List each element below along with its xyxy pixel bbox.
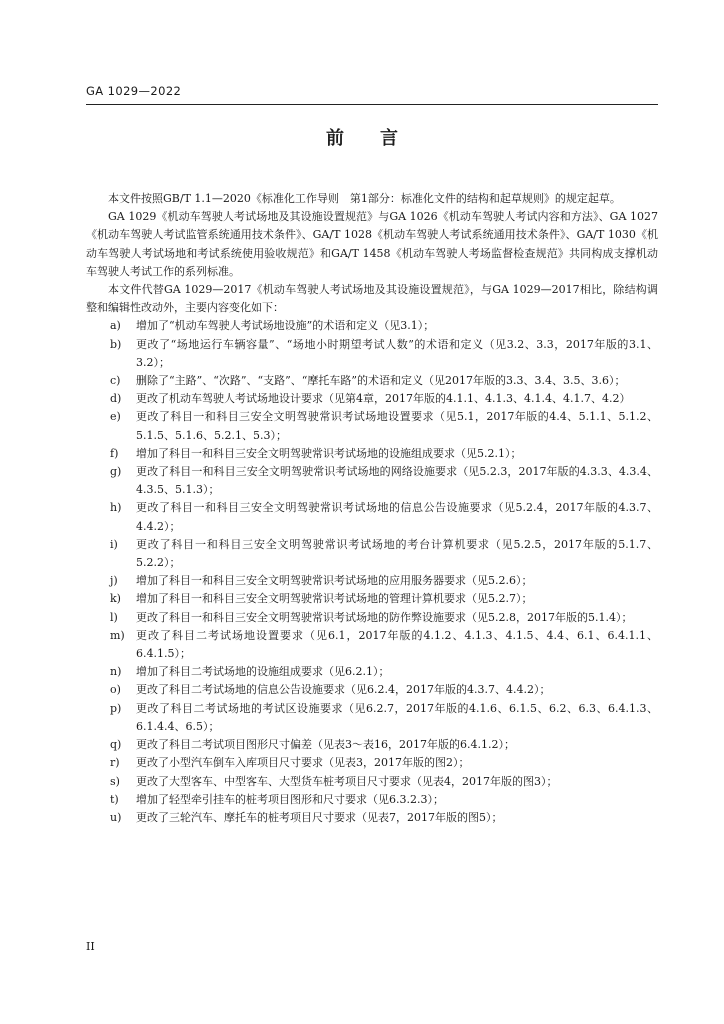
list-marker: g) <box>110 465 122 479</box>
list-marker: q) <box>110 738 122 752</box>
list-marker: k) <box>110 592 121 606</box>
list-marker: p) <box>110 701 122 715</box>
list-marker: u) <box>110 810 122 824</box>
list-marker: s) <box>110 774 120 788</box>
list-item-text: 更改了科目一和科目三安全文明驾驶常识考试场地的考台计算机要求（见5.2.5，2017年版的5.1.7、5.2.2）； <box>136 537 658 570</box>
list-item-text: 更改了科目一和科目三安全文明驾驶常识考试场地的网络设施要求（见5.2.3，2017年版的4.3.3、4.3.4、4.3.5、5.1.3）； <box>136 465 658 497</box>
intro-paragraph: 本文件代替GA 1029—2017《机动车驾驶人考试场地及其设施设置规范》，与GA 1029—2017相比，除结构调整和编辑性改动外，主要内容变化如下： <box>86 283 658 315</box>
list-marker: t) <box>110 792 119 806</box>
change-list-item <box>86 700 658 736</box>
header-divider <box>86 104 658 105</box>
change-list-item <box>86 445 658 463</box>
change-list-item <box>86 736 658 754</box>
change-list-item <box>86 609 658 627</box>
list-marker: o) <box>110 683 121 697</box>
list-item-text: 增加了科目一和科目三安全文明驾驶常识考试场地的设施组成要求（见5.2.1）； <box>136 446 522 460</box>
change-list-item <box>86 463 658 499</box>
list-marker: l) <box>110 610 118 624</box>
list-item-text: 更改了科目二考试场地的信息公告设施要求（见6.2.4，2017年版的4.3.7、4.4.2）； <box>136 683 551 697</box>
list-item-text: 增加了科目二考试场地的设施组成要求（见6.2.1）； <box>136 665 390 679</box>
change-list-item <box>86 791 658 809</box>
page-title: 前 言 <box>326 128 398 149</box>
change-list-item <box>86 627 658 663</box>
list-item-text: 增加了科目一和科目三安全文明驾驶常识考试场地的管理计算机要求（见5.2.7）； <box>136 592 533 606</box>
list-marker: i) <box>110 537 118 551</box>
list-marker: c) <box>110 374 121 388</box>
change-list-item <box>86 773 658 791</box>
list-item-text: 更改了科目二考试项目图形尺寸偏差（见表3～表16，2017年版的6.4.1.2）； <box>136 738 515 752</box>
list-marker: d) <box>110 392 122 406</box>
change-list-item <box>86 572 658 590</box>
change-list-item <box>86 372 658 390</box>
list-item-text: 更改了科目二考试场地的考试区设施要求（见6.2.7，2017年版的4.1.6、6.1.5、6.2、6.3、6.4.1.3、6.1.4.4、6.5）； <box>136 701 658 733</box>
list-marker: j) <box>110 574 118 588</box>
list-item-text: 增加了科目一和科目三安全文明驾驶常识考试场地的应用服务器要求（见5.2.6）； <box>136 574 533 588</box>
intro-paragraph: 本文件按照GB/T 1.1—2020《标准化工作导则 第1部分：标准化文件的结构和起草规则》的规定起草。 <box>108 192 621 205</box>
change-list-item <box>86 390 658 408</box>
list-item-text: 更改了“场地运行车辆容量”、“场地小时期望考试人数”的术语和定义（见3.2、3.3，2017年版的3.1、3.2）； <box>136 337 658 369</box>
intro-paragraph: GA 1029《机动车驾驶人考试场地及其设施设置规范》与GA 1026《机动车驾驶人考试内容和方法》、GA 1027《机动车驾驶人考试监管系统通用技术条件》、GA/T 1028《机动车驾驶人考试系统通用技术条件》、GA/T 1030《机动车驾驶人考试场地和考试系统使用验收规范》和GA/T 1458《机动车驾驶人考场监督检查规范》共同构成支撑机动车驾驶人考试工作的系列标准。 <box>86 210 658 278</box>
list-marker: e) <box>110 410 121 424</box>
list-marker: a) <box>110 319 121 333</box>
standard-code: GA 1029—2022 <box>86 84 182 98</box>
change-list-item <box>86 536 658 572</box>
change-list-item <box>86 681 658 699</box>
list-marker: f) <box>110 446 119 460</box>
change-list-item <box>86 336 658 372</box>
change-list-item <box>86 317 658 335</box>
list-item-text: 更改了大型客车、中型客车、大型货车桩考项目尺寸要求（见表4，2017年版的图3）； <box>136 774 558 788</box>
list-marker: m) <box>110 628 125 642</box>
list-item-text: 更改了科目二考试场地设置要求（见6.1，2017年版的4.1.2、4.1.3、4.1.5、4.4、6.1、6.4.1.1、6.4.1.5）； <box>136 628 658 661</box>
list-item-text: 更改了科目一和科目三安全文明驾驶常识考试场地设置要求（见5.1，2017年版的4.4、5.1.1、5.1.2、5.1.5、5.1.6、5.2.1、5.3）； <box>136 410 658 442</box>
change-list-item <box>86 663 658 681</box>
list-marker: n) <box>110 665 122 679</box>
list-item-text: 增加了轻型牵引挂车的桩考项目图形和尺寸要求（见6.3.2.3）； <box>136 792 444 806</box>
foreword-body <box>86 190 658 827</box>
change-list-item <box>86 499 658 535</box>
change-list-item <box>86 408 658 444</box>
list-item-text: 更改了科目一和科目三安全文明驾驶常识考试场地的信息公告设施要求（见5.2.4，2017年版的4.3.7、4.4.2）； <box>136 501 658 533</box>
list-item-text: 更改了科目一和科目三安全文明驾驶常识考试场地的防作弊设施要求（见5.2.8，2017年版的5.1.4）； <box>136 610 633 624</box>
list-item-text: 更改了三轮汽车、摩托车的桩考项目尺寸要求（见表7，2017年版的图5）； <box>136 810 503 824</box>
page-number: II <box>86 940 95 953</box>
list-item-text: 增加了“机动车驾驶人考试场地设施”的术语和定义（见3.1）； <box>136 319 435 333</box>
list-marker: h) <box>110 501 122 515</box>
list-item-text: 更改了小型汽车倒车入库项目尺寸要求（见表3，2017年版的图2）； <box>136 756 470 770</box>
change-list-item <box>86 809 658 827</box>
change-list <box>86 317 658 827</box>
change-list-item <box>86 590 658 608</box>
list-marker: b) <box>110 337 122 351</box>
list-item-text: 更改了机动车驾驶人考试场地设计要求（见第4章，2017年版的4.1.1、4.1.3、4.1.4、4.1.7、4.2） <box>136 392 631 406</box>
change-list-item <box>86 754 658 772</box>
list-item-text: 删除了“主路”、“次路”、“支路”、“摩托车路”的术语和定义（见2017年版的3.3、3.4、3.5、3.6）； <box>136 374 626 388</box>
list-marker: r) <box>110 756 120 770</box>
